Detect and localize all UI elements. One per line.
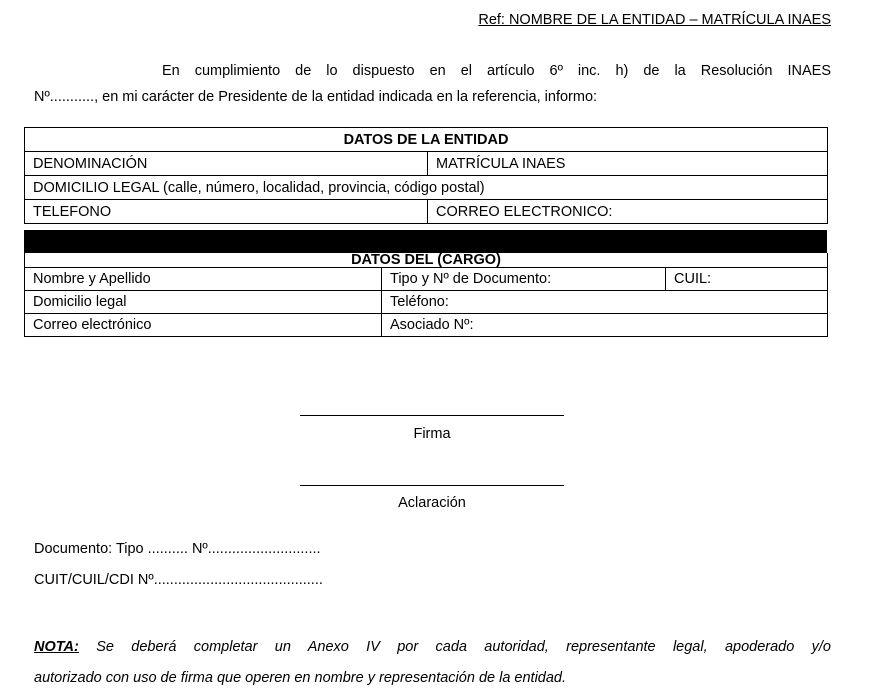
nota-label: NOTA:	[34, 639, 79, 655]
cuit-line: CUIT/CUIL/CDI Nº..........................................	[34, 572, 323, 588]
tipo-documento-field[interactable]: Tipo y Nº de Documento:	[382, 268, 666, 291]
intro-line-1: En cumplimiento de lo dispuesto en el artículo 6º inc. h) de la Resolución INAES	[162, 63, 831, 79]
firma-signature-line[interactable]	[300, 415, 564, 416]
cargo-data-table	[24, 253, 828, 337]
nombre-apellido-field[interactable]: Nombre y Apellido	[25, 268, 382, 291]
firma-label: Firma	[413, 426, 451, 442]
black-divider-bar	[24, 230, 827, 253]
entity-table-header: DATOS DE LA ENTIDAD	[25, 128, 828, 152]
cuil-field[interactable]: CUIL:	[666, 268, 828, 291]
denominacion-field[interactable]: DENOMINACIÓN	[25, 152, 428, 176]
domicilio-legal-cargo-field[interactable]: Domicilio legal	[25, 291, 382, 314]
reference-line: Ref: NOMBRE DE LA ENTIDAD – MATRÍCULA INAES	[478, 12, 831, 28]
correo-cargo-field[interactable]: Correo electrónico	[25, 314, 382, 337]
nota-line-1: Se deberá completar un Anexo IV por cada autoridad, representante legal, apoderado y/o	[78, 639, 831, 655]
aclaracion-signature-line[interactable]	[300, 485, 564, 486]
matricula-field[interactable]: MATRÍCULA INAES	[428, 152, 828, 176]
telefono-cargo-field[interactable]: Teléfono:	[382, 291, 828, 314]
intro-line-2: Nº..........., en mi carácter de Presidente de la entidad indicada en la referencia, informo:	[34, 89, 598, 105]
entity-data-table	[24, 127, 828, 224]
nota-paragraph	[34, 632, 831, 694]
correo-electronico-field[interactable]: CORREO ELECTRONICO:	[428, 200, 828, 224]
telefono-field[interactable]: TELEFONO	[25, 200, 428, 224]
documento-line: Documento: Tipo .......... Nº............................	[34, 541, 321, 557]
cargo-table-header: DATOS DEL (CARGO)	[25, 253, 828, 268]
aclaracion-label: Aclaración	[398, 495, 466, 511]
intro-paragraph	[34, 58, 831, 110]
domicilio-legal-field[interactable]: DOMICILIO LEGAL (calle, número, localidad, provincia, código postal)	[25, 176, 828, 200]
asociado-field[interactable]: Asociado Nº:	[382, 314, 828, 337]
nota-line-2: autorizado con uso de firma que operen en nombre y representación de la entidad.	[34, 670, 567, 686]
